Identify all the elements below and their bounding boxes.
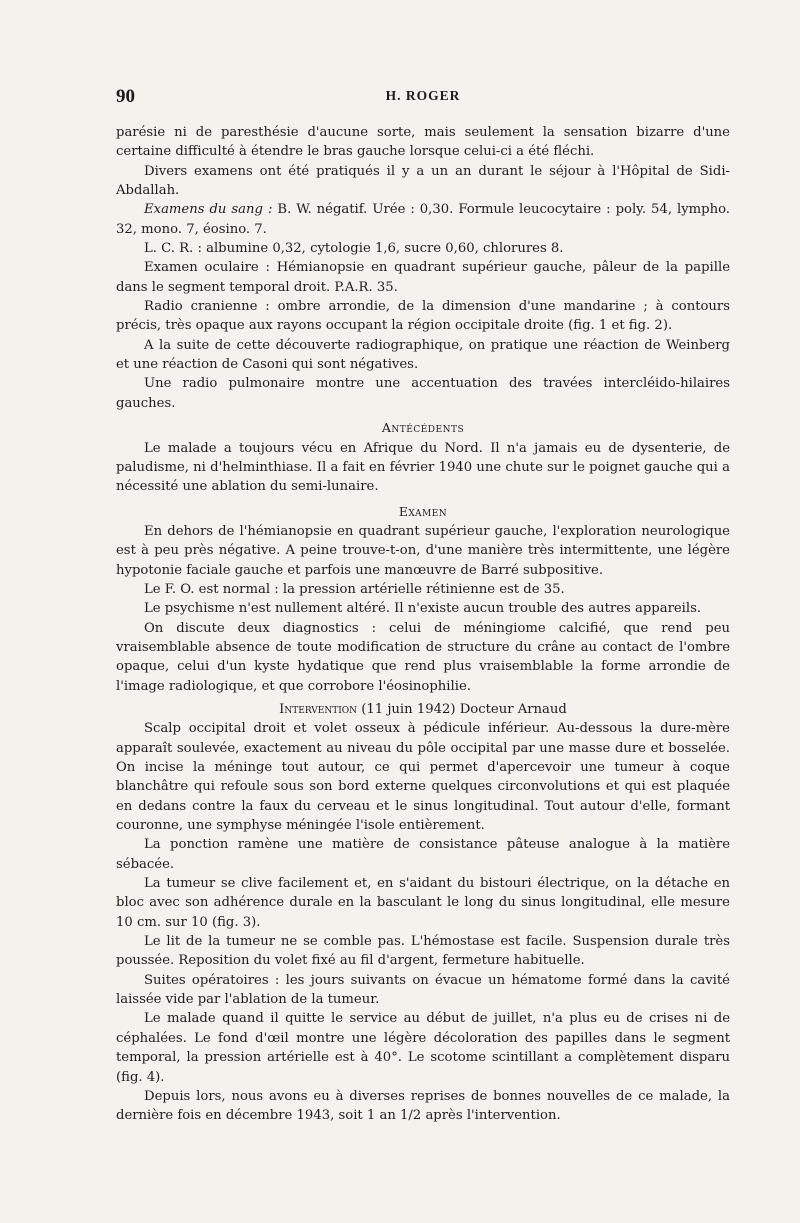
paragraph-text: B. W. négatif. Urée : 0,30. Formule leucocytaire : poly. 54, lympho. 32, mono. 7, éosino. 7.: [116, 202, 730, 237]
paragraph: Examen oculaire : Hémianopsie en quadrant supérieur gauche, pâleur de la papille dans le segment temporal droit. P.A.R. 35.: [116, 260, 730, 295]
paragraph: Radio cranienne : ombre arrondie, de la dimension d'une mandarine ; à contours précis, très opaque aux rayons occupant la région occipitale droite (fig. 1 et fig. 2).: [116, 299, 730, 334]
page-number: 90: [116, 86, 135, 107]
paragraph: L. C. R. : albumine 0,32, cytologie 1,6, sucre 0,60, chlorures 8.: [144, 241, 564, 257]
paragraph: Divers examens ont été pratiqués il y a un an durant le séjour à l'Hôpital de Sidi-Abdallah.: [116, 163, 730, 199]
section-heading-examen: Examen: [398, 503, 448, 519]
paragraph: La ponction ramène une matière de consistance pâteuse analogue à la matière sébacée.: [116, 837, 730, 872]
paragraph: Le malade quand il quitte le service au début de juillet, n'a plus eu de crises ni de céphalées. Le fond d'œil montre une légère décoloration des papilles dans le segment temporal, la pression artérielle est à 40°. Le scotome scintillant a complètement disparu (fig. 4).: [116, 1011, 730, 1085]
paragraph: Une radio pulmonaire montre une accentuation des travées intercléido-hilaires gauches.: [116, 376, 730, 411]
paragraph: On discute deux diagnostics : celui de méningiome calcifié, que rend peu vraisemblable absence de toute modification de structure du crâne au contact de l'ombre opaque, celui d'un kyste hydatique que rend plus vraisemblable la forme arrondie de l'image radiologique, et que corrobore l'éosinophilie.: [116, 620, 730, 694]
paragraph: Le malade a toujours vécu en Afrique du Nord. Il n'a jamais eu de dysenterie, de paludisme, ni d'helminthiase. Il a fait en février 1940 une chute sur le poignet gauche qui a nécessité une ablation du semi-lunaire.: [116, 440, 730, 495]
intervention-details: (11 juin 1942) Docteur Arnaud: [357, 701, 567, 717]
paragraph: Le F. O. est normal : la pression artérielle rétinienne est de 35.: [144, 581, 565, 597]
paragraph: Depuis lors, nous avons eu à diverses reprises de bonnes nouvelles de ce malade, la dernière fois en décembre 1943, soit 1 an 1/2 après l'intervention.: [116, 1088, 730, 1124]
paragraph: A la suite de cette découverte radiographique, on pratique une réaction de Weinberg et une réaction de Casoni qui sont négatives.: [116, 337, 730, 373]
paragraph: parésie ni de paresthésie d'aucune sorte, mais seulement la sensation bizarre d'une certaine difficulté à étendre le bras gauche lorsque celui-ci a été fléchi.: [116, 125, 730, 160]
paragraph: Le psychisme n'est nullement altéré. Il n'existe aucun trouble des autres appareils.: [144, 601, 702, 617]
running-title: H. ROGER: [385, 88, 461, 103]
section-heading-intervention: [116, 700, 730, 719]
paragraph: [116, 200, 730, 239]
paragraph: Scalp occipital droit et volet osseux à pédicule inférieur. Au-dessous la dure-mère apparaît soulevée, exactement au niveau du pôle occipital par une masse dure et bosselée. On incise la méninge tout autour, ce qui permet d'apercevoir une tumeur à coque blanchâtre qui refoule sous son bord externe quelques circonvolutions et qui est plaquée en dedans contre la faux du cerveau et le sinus longitudinal. Tout autour d'elle, formant couronne, une symphyse méningée l'isole entièrement.: [116, 721, 730, 834]
paragraph: Suites opératoires : les jours suivants on évacue un hématome formé dans la cavité laissée vide par l'ablation de la tumeur.: [116, 972, 730, 1008]
paragraph: En dehors de l'hémianopsie en quadrant supérieur gauche, l'exploration neurologique est à peu près négative. A peine trouve-t-on, d'une manière très intermittente, une légère hypotonie faciale gauche et parfois une manœuvre de Barré subpositive.: [116, 523, 730, 578]
intervention-label: Intervention: [279, 701, 358, 717]
section-heading-antecedents: Antécédents: [381, 420, 465, 436]
paragraph: La tumeur se clive facilement et, en s'aidant du bistouri électrique, on la détache en bloc avec son adhérence durale en la basculant le long du sinus longitudinal, elle mesure 10 cm. sur 10 (fig. 3).: [116, 876, 730, 930]
page-body: [116, 123, 730, 1126]
page-header: [116, 86, 730, 106]
paragraph: Le lit de la tumeur ne se comble pas. L'hémostase est facile. Suspension durale très poussée. Reposition du volet fixé au fil d'argent, fermeture habituelle.: [116, 934, 730, 969]
paragraph-lead-label: Examens du sang :: [144, 202, 273, 218]
